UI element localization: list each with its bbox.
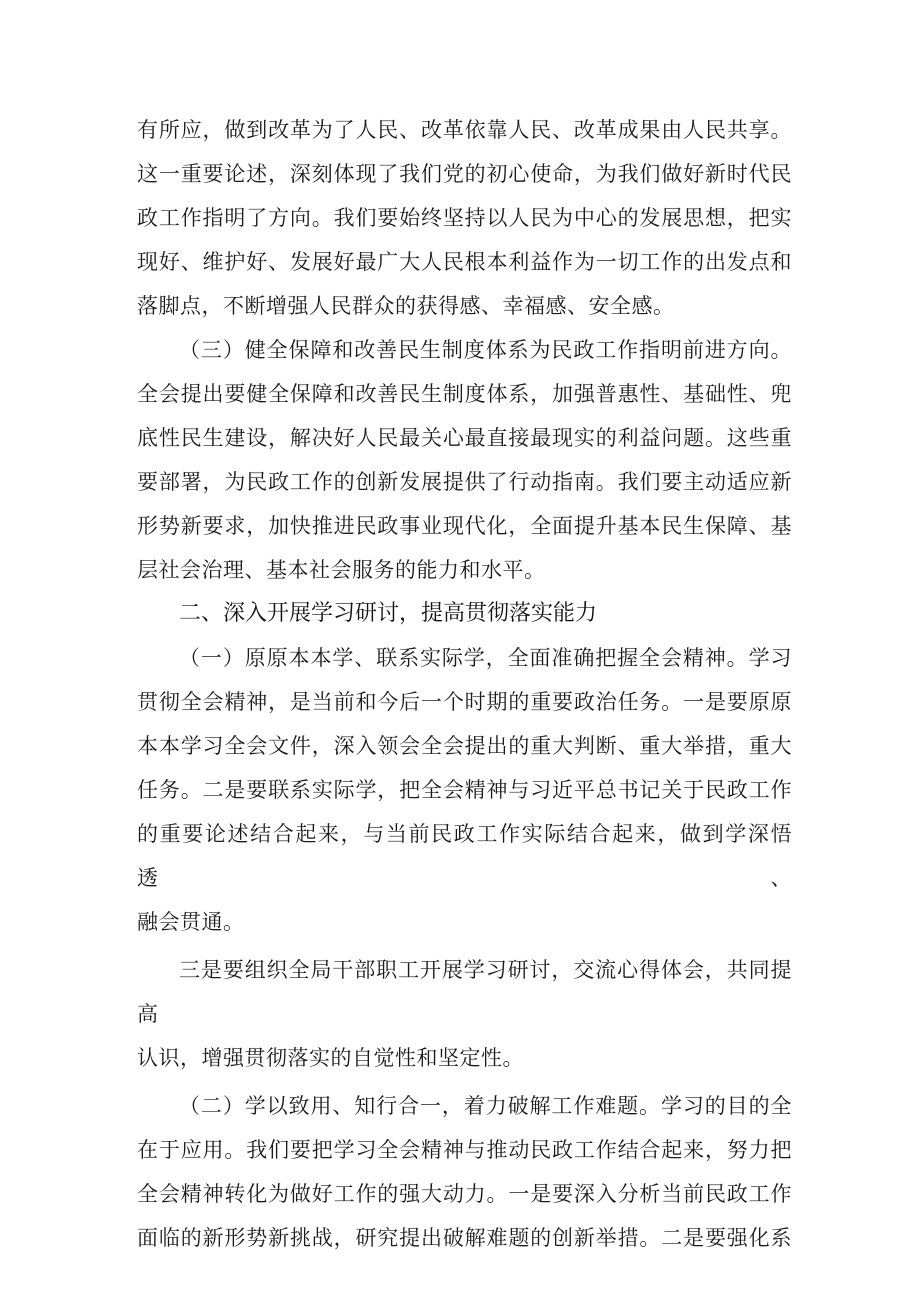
paragraph-line: （一）原原本本学、联系实际学，全面准确把握全会精神。学习 xyxy=(179,646,792,670)
paragraph-line: 现好、维护好、发展好最广大人民根本利益作为一切工作的出发点和 xyxy=(137,250,792,274)
paragraph-line: 全会提出要健全保障和改善民生制度体系，加强普惠性、基础性、兜 xyxy=(137,382,792,406)
paragraph-2 xyxy=(137,328,792,592)
paragraph-line: 这一重要论述，深刻体现了我们党的初心使命，为我们做好新时代民 xyxy=(137,162,792,186)
section-heading: 二、深入开展学习研讨，提高贯彻落实能力 xyxy=(179,601,598,626)
paragraph-line: 有所应，做到改革为了人民、改革依靠人民、改革成果由人民共享。 xyxy=(137,118,792,142)
paragraph-line: 三是要组织全局干部职工开展学习研讨，交流心得体会，共同提高 xyxy=(137,958,792,1026)
paragraph-4 xyxy=(137,948,792,1080)
paragraph-line: 面临的新形势新挑战，研究提出破解难题的创新举措。二是要强化系 xyxy=(137,1226,792,1250)
paragraph-line: （二）学以致用、知行合一，着力破解工作难题。学习的目的全 xyxy=(179,1094,792,1118)
paragraph-line: 底性民生建设，解决好人民最关心最直接最现实的利益问题。这些重 xyxy=(137,426,792,450)
paragraph-3 xyxy=(137,636,792,944)
paragraph-line: 要部署，为民政工作的创新发展提供了行动指南。我们要主动适应新 xyxy=(137,470,792,494)
paragraph-line: 政工作指明了方向。我们要始终坚持以人民为中心的发展思想，把实 xyxy=(137,206,792,230)
paragraph-line: 的重要论述结合起来，与当前民政工作实际结合起来，做到学深悟透、 xyxy=(137,822,792,890)
paragraph-line: 认识，增强贯彻落实的自觉性和坚定性。 xyxy=(137,1046,524,1070)
paragraph-line: 本本学习全会文件，深入领会全会提出的重大判断、重大举措，重大 xyxy=(137,734,792,758)
paragraph-line: 全会精神转化为做好工作的强大动力。一是要深入分析当前民政工作 xyxy=(137,1182,792,1206)
paragraph-line: 任务。二是要联系实际学，把全会精神与习近平总书记关于民政工作 xyxy=(137,778,792,802)
paragraph-line: 形势新要求，加快推进民政事业现代化，全面提升基本民生保障、基 xyxy=(137,514,792,538)
paragraph-line: 落脚点，不断增强人民群众的获得感、幸福感、安全感。 xyxy=(137,294,675,318)
paragraph-1 xyxy=(137,108,792,328)
paragraph-5 xyxy=(137,1084,792,1260)
paragraph-line: 贯彻全会精神，是当前和今后一个时期的重要政治任务。一是要原原 xyxy=(137,690,792,714)
paragraph-line: 在于应用。我们要把学习全会精神与推动民政工作结合起来，努力把 xyxy=(137,1138,792,1162)
paragraph-line: 融会贯通。 xyxy=(137,910,245,934)
paragraph-line: 层社会治理、基本社会服务的能力和水平。 xyxy=(137,558,546,582)
paragraph-line: （三）健全保障和改善民生制度体系为民政工作指明前进方向。 xyxy=(179,338,792,362)
document-body xyxy=(137,108,792,1260)
